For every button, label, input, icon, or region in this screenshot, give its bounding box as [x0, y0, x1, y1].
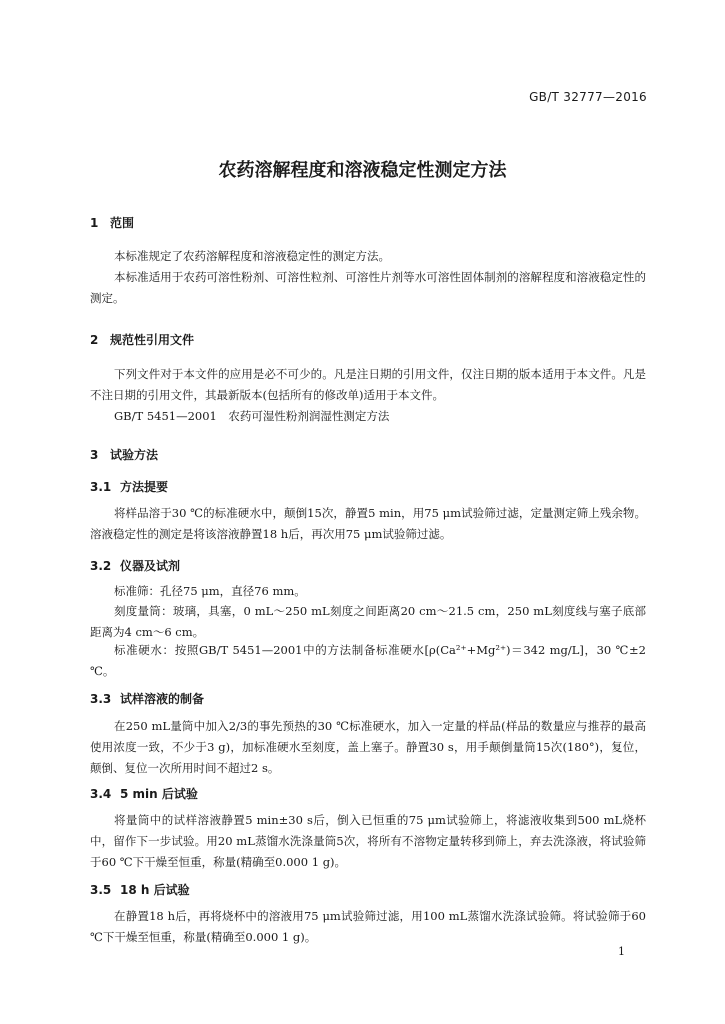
subsection-number: 3.2: [90, 559, 112, 573]
paragraph: 下列文件对于本文件的应用是必不可少的。凡是注日期的引用文件，仅注日期的版本适用于本文件。凡是不注日期的引用文件，其最新版本(包括所有的修改单)适用于本文件。: [90, 367, 646, 402]
section-number: 3: [90, 448, 99, 462]
section-number: 2: [90, 333, 99, 347]
section-3-heading: [90, 446, 158, 463]
paragraph: 将样品溶于30 ℃的标准硬水中，颠倒15次，静置5 min，用75 μm试验筛过滤，定量测定筛上残余物。溶液稳定性的测定是将该溶液静置18 h后，再次用75 μm试验筛过滤。: [90, 506, 646, 541]
normative-reference: GB/T 5451—2001 农药可湿性粉剂润湿性测定方法: [114, 409, 390, 423]
page-number: 1: [618, 945, 625, 958]
paragraph: 刻度量筒：玻璃，具塞，0 mL～250 mL刻度之间距离20 cm～21.5 cm，250 mL刻度线与塞子底部距离为4 cm～6 cm。: [90, 604, 646, 639]
subsection-title: 18 h 后试验: [120, 883, 190, 897]
standard-number: GB/T 32777—2016: [529, 90, 647, 104]
paragraph: 标准筛：孔径75 μm，直径76 mm。: [114, 584, 306, 598]
subsection-3-2-heading: [90, 557, 180, 574]
subsection-number: 3.5: [90, 883, 112, 897]
subsection-3-1-heading: [90, 478, 168, 495]
section-title: 范围: [110, 216, 135, 230]
paragraph: 在静置18 h后，再将烧杯中的溶液用75 μm试验筛过滤，用100 mL蒸馏水洗涤试验筛。将试验筛于60 ℃下干燥至恒重，称量(精确至0.000 1 g)。: [90, 909, 646, 944]
section-title: 规范性引用文件: [110, 333, 195, 347]
subsection-title: 方法提要: [120, 480, 169, 494]
section-number: 1: [90, 216, 99, 230]
section-title: 试验方法: [110, 448, 159, 462]
subsection-3-3-heading: [90, 690, 204, 707]
paragraph: 在250 mL量筒中加入2/3的事先预热的30 ℃标准硬水，加入一定量的样品(样品的数量应与推荐的最高使用浓度一致，不少于3 g)，加标准硬水至刻度，盖上塞子。静置30 s，用手颠倒量筒15次(180°)，复位，颠倒、复位一次所用时间不超过2 s。: [90, 719, 646, 775]
subsection-3-4-heading: [90, 785, 198, 802]
paragraph: 标准硬水：按照GB/T 5451—2001中的方法制备标准硬水[ρ(Ca²⁺+Mg²⁺)＝342 mg/L]，30 ℃±2 ℃。: [90, 643, 646, 678]
paragraph: 将量筒中的试样溶液静置5 min±30 s后，倒入已恒重的75 μm试验筛上，将滤液收集到500 mL烧杯中，留作下一步试验。用20 mL蒸馏水洗涤量筒5次，将所有不溶物定量转移到筛上，弃去洗涤液，将试验筛于60 ℃下干燥至恒重，称量(精确至0.000 1 g)。: [90, 813, 646, 869]
subsection-title: 试样溶液的制备: [120, 692, 205, 706]
subsection-title: 仪器及试剂: [120, 559, 181, 573]
paragraph: 本标准适用于农药可溶性粉剂、可溶性粒剂、可溶性片剂等水可溶性固体制剂的溶解程度和溶液稳定性的测定。: [90, 270, 646, 305]
subsection-number: 3.1: [90, 480, 112, 494]
document-title: 农药溶解程度和溶液稳定性测定方法: [218, 160, 507, 181]
subsection-title: 5 min 后试验: [120, 787, 198, 801]
subsection-number: 3.3: [90, 692, 112, 706]
subsection-3-5-heading: [90, 881, 190, 898]
section-2-heading: [90, 331, 194, 348]
section-1-heading: [90, 214, 134, 231]
paragraph: 本标准规定了农药溶解程度和溶液稳定性的测定方法。: [114, 249, 390, 263]
subsection-number: 3.4: [90, 787, 112, 801]
